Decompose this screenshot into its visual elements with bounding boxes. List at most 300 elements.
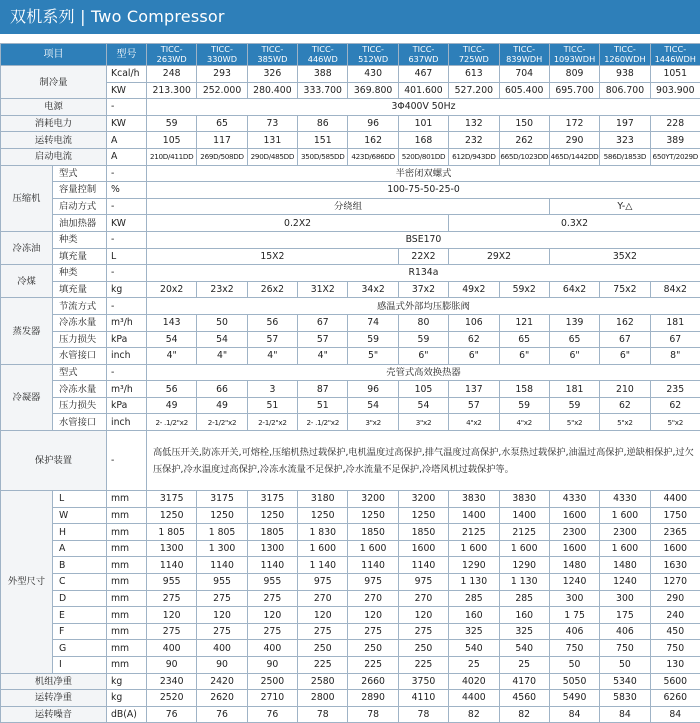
value-cell: 4"x2 [499, 414, 549, 431]
unit-cell: inch [107, 348, 147, 365]
value-cell: 2- .1/2"x2 [298, 414, 348, 431]
value-cell: 3200 [348, 491, 398, 508]
unit-cell: kPa [107, 331, 147, 348]
value-cell: 51 [247, 397, 297, 414]
unit-cell: m³/h [107, 381, 147, 398]
model-code: 512WD [358, 54, 388, 64]
value-cell: 1240 [600, 574, 650, 591]
header-model: 型号 [107, 44, 147, 66]
value-cell: 1250 [348, 507, 398, 524]
unit-cell: mm [107, 540, 147, 557]
value-cell: 325 [499, 623, 549, 640]
value-cell: 160 [499, 607, 549, 624]
value-cell: 240 [650, 607, 700, 624]
model-prefix: TICC- [564, 44, 586, 54]
value-cell: 275 [398, 623, 448, 640]
value-cell: 3175 [147, 491, 197, 508]
value-cell: 84x2 [650, 281, 700, 298]
sub-label: 水管接口 [53, 348, 107, 365]
model-header [449, 44, 499, 66]
value-cell: 6" [600, 348, 650, 365]
value-cell: 400 [197, 640, 247, 657]
model-code: 637WD [408, 54, 438, 64]
value-cell: 96 [348, 381, 398, 398]
value-cell: 84 [600, 706, 650, 723]
value-cell: 1600 [398, 540, 448, 557]
value-cell: 465D/1442DD [549, 148, 599, 165]
value-cell: 975 [398, 574, 448, 591]
value-cell: 120 [197, 607, 247, 624]
value-cell: 150 [499, 115, 549, 132]
value-cell: 76 [247, 706, 297, 723]
value-cell: 401.600 [398, 82, 448, 99]
value-cell: 5490 [549, 690, 599, 707]
oil-fill-b: 22X2 [398, 248, 448, 265]
value-cell: 275 [147, 590, 197, 607]
dimension-key: E [53, 607, 107, 624]
value-cell: 252.000 [197, 82, 247, 99]
condenser-type: 壳管式高效换热器 [147, 364, 700, 381]
value-cell: 4" [147, 348, 197, 365]
value-cell: 5340 [600, 673, 650, 690]
value-cell: 59 [147, 115, 197, 132]
value-cell: 612D/943DD [449, 148, 499, 165]
value-cell: 2300 [549, 524, 599, 541]
model-prefix: TICC- [513, 44, 535, 54]
value-cell: 90 [247, 657, 297, 674]
table-row [1, 431, 700, 491]
model-prefix: TICC- [614, 44, 636, 54]
value-cell: 59x2 [499, 281, 549, 298]
value-cell: 3830 [499, 491, 549, 508]
value-cell: 120 [247, 607, 297, 624]
value-cell: 210 [600, 381, 650, 398]
condenser-label: 冷凝器 [1, 364, 53, 430]
model-prefix: TICC- [362, 44, 384, 54]
value-cell: 290 [549, 132, 599, 149]
value-cell: 1 600 [449, 540, 499, 557]
value-cell: 1 75 [549, 607, 599, 624]
unit-cell: dB(A) [107, 706, 147, 723]
value-cell: 400 [147, 640, 197, 657]
value-cell: 59 [348, 331, 398, 348]
unit-cell: m³/h [107, 314, 147, 331]
oil-fill-d: 35X2 [549, 248, 700, 265]
value-cell: 300 [600, 590, 650, 607]
model-header [348, 44, 398, 66]
value-cell: 225 [298, 657, 348, 674]
value-cell: 280.400 [247, 82, 297, 99]
table-row [1, 414, 700, 431]
value-cell: 1290 [499, 557, 549, 574]
value-cell: 120 [348, 607, 398, 624]
value-cell: 1 300 [197, 540, 247, 557]
value-cell: 1140 [398, 557, 448, 574]
table-row [1, 314, 700, 331]
value-cell: 105 [398, 381, 448, 398]
value-cell: 67 [650, 331, 700, 348]
value-cell: 1600 [650, 540, 700, 557]
value-cell: 955 [247, 574, 297, 591]
refrigerant-kind: R134a [147, 265, 700, 282]
value-cell: 4330 [549, 491, 599, 508]
throttle-method: 感温式外部均压膨胀阀 [147, 298, 700, 315]
value-cell: 275 [197, 623, 247, 640]
value-cell: 131 [247, 132, 297, 149]
value-cell: 540 [499, 640, 549, 657]
unit-cell: - [107, 99, 147, 116]
dimension-key: L [53, 491, 107, 508]
unit-cell: mm [107, 574, 147, 591]
model-header [197, 44, 247, 66]
unit-cell: mm [107, 607, 147, 624]
value-cell: 1 805 [147, 524, 197, 541]
model-prefix: TICC- [261, 44, 283, 54]
value-cell: 168 [398, 132, 448, 149]
value-cell: 82 [499, 706, 549, 723]
unit-cell: A [107, 132, 147, 149]
value-cell: 2-1/2"x2 [247, 414, 297, 431]
sub-label: 填充量 [53, 248, 107, 265]
capacity-control: 100-75-50-25-0 [147, 182, 700, 199]
value-cell: 5050 [549, 673, 599, 690]
value-cell: 25 [449, 657, 499, 674]
value-cell: 65 [197, 115, 247, 132]
model-prefix: TICC- [161, 44, 183, 54]
table-row [1, 281, 700, 298]
model-code: 330WD [207, 54, 237, 64]
value-cell: 975 [348, 574, 398, 591]
model-header [650, 44, 700, 66]
page-title: 双机系列 | Two Compressor [10, 7, 225, 27]
value-cell: 2300 [600, 524, 650, 541]
dimension-key: H [53, 524, 107, 541]
start-method-b: Y-△ [549, 198, 700, 215]
table-row [1, 99, 700, 116]
value-cell: 158 [499, 381, 549, 398]
value-cell: 50 [549, 657, 599, 674]
value-cell: 2125 [449, 524, 499, 541]
value-cell: 23x2 [197, 281, 247, 298]
value-cell: 4170 [499, 673, 549, 690]
model-header [147, 44, 197, 66]
value-cell: 1 600 [298, 540, 348, 557]
table-row [1, 165, 700, 182]
value-cell: 120 [398, 607, 448, 624]
model-code: 385WD [257, 54, 287, 64]
value-cell: 3750 [398, 673, 448, 690]
sub-label: 节流方式 [53, 298, 107, 315]
power-value: 3Φ400V 50Hz [147, 99, 700, 116]
oil-fill-c: 29X2 [449, 248, 550, 265]
value-cell: 1140 [147, 557, 197, 574]
value-cell: 270 [298, 590, 348, 607]
table-row [1, 331, 700, 348]
cooling-label: 制冷量 [1, 66, 107, 99]
dimension-key: I [53, 657, 107, 674]
value-cell: 76 [197, 706, 247, 723]
run-current-label: 运转电流 [1, 132, 107, 149]
value-cell: 270 [348, 590, 398, 607]
value-cell: 2800 [298, 690, 348, 707]
value-cell: 938 [600, 66, 650, 83]
value-cell: 650YT/2029D [650, 148, 700, 165]
value-cell: 1600 [549, 540, 599, 557]
sub-label: 种类 [53, 265, 107, 282]
value-cell: 323 [600, 132, 650, 149]
table-row [1, 182, 700, 199]
value-cell: 5" [348, 348, 398, 365]
table-row [1, 265, 700, 282]
table-row [1, 215, 700, 232]
value-cell: 4400 [449, 690, 499, 707]
unit-cell: - [107, 165, 147, 182]
table-row [1, 115, 700, 132]
sub-label: 型式 [53, 364, 107, 381]
value-cell: 175 [600, 607, 650, 624]
table-row [1, 673, 700, 690]
value-cell: 2620 [197, 690, 247, 707]
value-cell: 806.700 [600, 82, 650, 99]
unit-cell: KW [107, 115, 147, 132]
model-header [600, 44, 650, 66]
table-row [1, 364, 700, 381]
value-cell: 5"x2 [549, 414, 599, 431]
unit-cell: - [107, 364, 147, 381]
unit-cell: - [107, 298, 147, 315]
model-prefix: TICC- [413, 44, 435, 54]
unit-cell: mm [107, 657, 147, 674]
value-cell: 96 [348, 115, 398, 132]
value-cell: 605.400 [499, 82, 549, 99]
value-cell: 90 [197, 657, 247, 674]
value-cell: 62 [600, 397, 650, 414]
model-header [499, 44, 549, 66]
value-cell: 2420 [197, 673, 247, 690]
table-row [1, 657, 700, 674]
value-cell: 67 [600, 331, 650, 348]
table-row [1, 132, 700, 149]
dimension-key: F [53, 623, 107, 640]
value-cell: 955 [197, 574, 247, 591]
value-cell: 62 [449, 331, 499, 348]
table-row [1, 231, 700, 248]
value-cell: 285 [449, 590, 499, 607]
table-row [1, 590, 700, 607]
value-cell: 1850 [348, 524, 398, 541]
value-cell: 3830 [449, 491, 499, 508]
value-cell: 57 [449, 397, 499, 414]
unit-cell: mm [107, 491, 147, 508]
value-cell: 76 [147, 706, 197, 723]
value-cell: 4110 [398, 690, 448, 707]
value-cell: 101 [398, 115, 448, 132]
value-cell: 423D/686DD [348, 148, 398, 165]
value-cell: 430 [348, 66, 398, 83]
sub-label: 填充量 [53, 281, 107, 298]
unit-cell: mm [107, 590, 147, 607]
value-cell: 59 [398, 331, 448, 348]
value-cell: 84 [549, 706, 599, 723]
value-cell: 2365 [650, 524, 700, 541]
unit-cell: mm [107, 557, 147, 574]
value-cell: 225 [398, 657, 448, 674]
value-cell: 210D/411DD [147, 148, 197, 165]
value-cell: 2890 [348, 690, 398, 707]
model-code: 263WD [157, 54, 187, 64]
table-row [1, 607, 700, 624]
value-cell: 1400 [449, 507, 499, 524]
value-cell: 2125 [499, 524, 549, 541]
consumption-label: 消耗电力 [1, 115, 107, 132]
value-cell: 6260 [650, 690, 700, 707]
dimension-key: G [53, 640, 107, 657]
model-code: 1093WDH [554, 54, 595, 64]
table-row [1, 690, 700, 707]
value-cell: 695.700 [549, 82, 599, 99]
unit-cell: mm [107, 640, 147, 657]
sub-label: 油加热器 [53, 215, 107, 232]
unit-cell: L [107, 248, 147, 265]
value-cell: 2520 [147, 690, 197, 707]
value-cell: 235 [650, 381, 700, 398]
value-cell: 300 [549, 590, 599, 607]
value-cell: 20x2 [147, 281, 197, 298]
value-cell: 82 [449, 706, 499, 723]
unit-cell: kg [107, 690, 147, 707]
value-cell: 2-1/2"x2 [197, 414, 247, 431]
value-cell: 1140 [247, 557, 297, 574]
refrigerant-label: 冷煤 [1, 265, 53, 298]
oil-label: 冷冻油 [1, 231, 53, 264]
value-cell: 57 [298, 331, 348, 348]
value-cell: 160 [449, 607, 499, 624]
value-cell: 50 [197, 314, 247, 331]
value-cell: 406 [600, 623, 650, 640]
table-row [1, 148, 700, 165]
value-cell: 325 [449, 623, 499, 640]
value-cell: 137 [449, 381, 499, 398]
value-cell: 270 [398, 590, 448, 607]
table-row [1, 524, 700, 541]
unit-cell: mm [107, 507, 147, 524]
value-cell: 49 [147, 397, 197, 414]
unit-cell: Kcal/h [107, 66, 147, 83]
unit-cell: A [107, 148, 147, 165]
value-cell: 1 600 [600, 507, 650, 524]
value-cell: 1630 [650, 557, 700, 574]
value-cell: 120 [147, 607, 197, 624]
table-row [1, 348, 700, 365]
value-cell: 2- .1/2"x2 [147, 414, 197, 431]
value-cell: 120 [298, 607, 348, 624]
net-weight-label: 机组净重 [1, 673, 107, 690]
value-cell: 2660 [348, 673, 398, 690]
value-cell: 1480 [600, 557, 650, 574]
value-cell: 275 [197, 590, 247, 607]
table-row [1, 491, 700, 508]
dimensions-label: 外型尺寸 [1, 491, 53, 674]
value-cell: 1240 [549, 574, 599, 591]
value-cell: 232 [449, 132, 499, 149]
model-prefix: TICC- [312, 44, 334, 54]
dimension-key: A [53, 540, 107, 557]
value-cell: 903.900 [650, 82, 700, 99]
value-cell: 4400 [650, 491, 700, 508]
value-cell: 49x2 [449, 281, 499, 298]
value-cell: 62 [650, 397, 700, 414]
value-cell: 1750 [650, 507, 700, 524]
value-cell: 225 [348, 657, 398, 674]
value-cell: 56 [147, 381, 197, 398]
value-cell: 139 [549, 314, 599, 331]
table-row [1, 397, 700, 414]
run-weight-label: 运转净重 [1, 690, 107, 707]
value-cell: 87 [298, 381, 348, 398]
value-cell: 467 [398, 66, 448, 83]
value-cell: 51 [298, 397, 348, 414]
table-row [1, 198, 700, 215]
oil-kind: BSE170 [147, 231, 700, 248]
value-cell: 1250 [398, 507, 448, 524]
value-cell: 389 [650, 132, 700, 149]
model-prefix: TICC- [463, 44, 485, 54]
value-cell: 520D/801DD [398, 148, 448, 165]
value-cell: 333.700 [298, 82, 348, 99]
value-cell: 80 [398, 314, 448, 331]
header-item: 项目 [1, 44, 107, 66]
value-cell: 54 [348, 397, 398, 414]
evaporator-label: 蒸发器 [1, 298, 53, 364]
value-cell: 5600 [650, 673, 700, 690]
value-cell: 369.800 [348, 82, 398, 99]
value-cell: 269D/508DD [197, 148, 247, 165]
sub-label: 水管接口 [53, 414, 107, 431]
value-cell: 1300 [147, 540, 197, 557]
value-cell: 197 [600, 115, 650, 132]
value-cell: 54 [147, 331, 197, 348]
oil-fill-a: 15X2 [147, 248, 399, 265]
table-row [1, 557, 700, 574]
value-cell: 262 [499, 132, 549, 149]
table-row [1, 706, 700, 723]
value-cell: 248 [147, 66, 197, 83]
oil-heater-a: 0.2X2 [147, 215, 449, 232]
sub-label: 容量控制 [53, 182, 107, 199]
value-cell: 78 [348, 706, 398, 723]
value-cell: 975 [298, 574, 348, 591]
model-prefix: TICC- [211, 44, 233, 54]
value-cell: 50 [600, 657, 650, 674]
value-cell: 665D/1023DD [499, 148, 549, 165]
model-code: 1446WDH [655, 54, 696, 64]
value-cell: 275 [247, 590, 297, 607]
table-row [1, 640, 700, 657]
value-cell: 1850 [398, 524, 448, 541]
value-cell: 450 [650, 623, 700, 640]
value-cell: 290 [650, 590, 700, 607]
value-cell: 326 [247, 66, 297, 83]
value-cell: 285 [499, 590, 549, 607]
value-cell: 65 [549, 331, 599, 348]
value-cell: 130 [650, 657, 700, 674]
value-cell: 1 830 [298, 524, 348, 541]
value-cell: 1 600 [499, 540, 549, 557]
value-cell: 143 [147, 314, 197, 331]
value-cell: 106 [449, 314, 499, 331]
value-cell: 5"x2 [650, 414, 700, 431]
value-cell: 4" [247, 348, 297, 365]
